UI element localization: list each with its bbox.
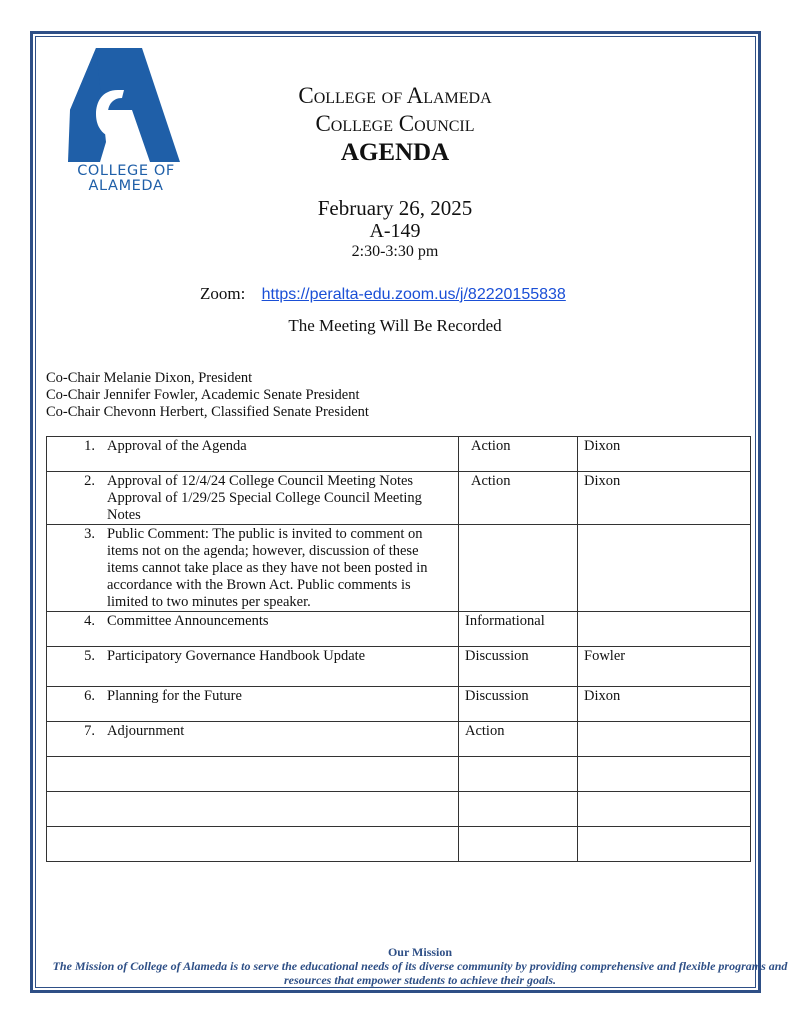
item-lead: Dixon bbox=[578, 472, 751, 525]
title-line1-text: College of Alameda bbox=[298, 83, 492, 108]
meeting-date: February 26, 2025 bbox=[317, 196, 473, 220]
mission-statement: The Mission of College of Alameda is to serve the educational needs of its diverse community by providing comprehensive and flexible programs and resources that empower students to achieve their goals. bbox=[52, 959, 788, 987]
recorded-notice: The Meeting Will Be Recorded bbox=[288, 316, 502, 335]
empty-cell bbox=[459, 757, 578, 792]
item-type bbox=[459, 525, 578, 612]
meeting-details bbox=[200, 196, 590, 262]
agenda-row-5 bbox=[47, 647, 751, 687]
title-block bbox=[200, 82, 590, 168]
item-type: Discussion bbox=[459, 647, 578, 687]
item-text: Committee Announcements bbox=[107, 613, 269, 629]
agenda-item-cell bbox=[47, 525, 459, 612]
empty-cell bbox=[459, 827, 578, 862]
item-number: 2. bbox=[84, 473, 95, 489]
agenda-row-1 bbox=[47, 437, 751, 472]
empty-cell bbox=[47, 827, 459, 862]
agenda-item-cell bbox=[47, 472, 459, 525]
item-text: Approval of 12/4/24 College Council Meeting Notes Approval of 1/29/25 Special College Council Meeting Notes bbox=[107, 473, 422, 523]
item-text: Adjournment bbox=[107, 723, 185, 739]
item-lead: Dixon bbox=[578, 437, 751, 472]
item-text: Planning for the Future bbox=[107, 688, 242, 704]
empty-cell bbox=[47, 757, 459, 792]
meeting-room: A-149 bbox=[369, 220, 421, 242]
empty-cell bbox=[578, 792, 751, 827]
co-chair-3: Co-Chair Chevonn Herbert, Classified Senate President bbox=[46, 404, 369, 420]
agenda-row-6 bbox=[47, 687, 751, 722]
empty-row bbox=[47, 757, 751, 792]
agenda-item-cell bbox=[47, 687, 459, 722]
item-number: 1. bbox=[84, 438, 95, 454]
item-number: 6. bbox=[84, 688, 95, 704]
item-lead bbox=[578, 722, 751, 757]
co-chair-1: Co-Chair Melanie Dixon, President bbox=[46, 370, 253, 386]
college-logo bbox=[66, 46, 186, 194]
item-lead bbox=[578, 612, 751, 647]
college-logo-mark-icon bbox=[66, 46, 186, 164]
empty-cell bbox=[459, 792, 578, 827]
mission-block bbox=[50, 945, 790, 987]
item-type: Action bbox=[459, 472, 578, 525]
zoom-label: Zoom: bbox=[200, 284, 246, 303]
title-line2-text: College Council bbox=[315, 111, 475, 136]
empty-row bbox=[47, 792, 751, 827]
item-text: Participatory Governance Handbook Update bbox=[107, 648, 366, 664]
logo-text-line1: COLLEGE OF bbox=[77, 163, 175, 179]
meeting-time: 2:30-3:30 pm bbox=[351, 243, 439, 260]
item-text: Approval of the Agenda bbox=[107, 438, 247, 454]
agenda-table bbox=[46, 436, 751, 862]
title-line2 bbox=[200, 110, 590, 138]
empty-row bbox=[47, 827, 751, 862]
item-number: 4. bbox=[84, 613, 95, 629]
item-lead: Fowler bbox=[578, 647, 751, 687]
zoom-line bbox=[200, 284, 566, 304]
item-number: 5. bbox=[84, 648, 95, 664]
agenda-row-2 bbox=[47, 472, 751, 525]
logo-text-line2: ALAMEDA bbox=[88, 178, 164, 194]
agenda-item-cell bbox=[47, 722, 459, 757]
item-lead bbox=[578, 525, 751, 612]
co-chair-2: Co-Chair Jennifer Fowler, Academic Senate President bbox=[46, 387, 360, 403]
agenda-row-7 bbox=[47, 722, 751, 757]
item-type: Action bbox=[459, 722, 578, 757]
agenda-item-cell bbox=[47, 437, 459, 472]
item-text: Public Comment: The public is invited to comment on items not on the agenda; however, discussion of these items cannot take place as they have not been posted in accordance with the Brown Act. Public comments is limited to two minutes per speaker. bbox=[107, 526, 428, 610]
agenda-row-4 bbox=[47, 612, 751, 647]
item-lead: Dixon bbox=[578, 687, 751, 722]
empty-cell bbox=[578, 757, 751, 792]
item-number: 7. bbox=[84, 723, 95, 739]
empty-cell bbox=[578, 827, 751, 862]
item-type: Discussion bbox=[459, 687, 578, 722]
agenda-item-cell bbox=[47, 647, 459, 687]
item-type: Informational bbox=[459, 612, 578, 647]
agenda-item-cell bbox=[47, 612, 459, 647]
co-chairs-list bbox=[46, 370, 369, 421]
zoom-link[interactable]: https://peralta-edu.zoom.us/j/82220155838 bbox=[261, 286, 566, 303]
title-line1 bbox=[200, 82, 590, 110]
agenda-row-3 bbox=[47, 525, 751, 612]
item-number: 3. bbox=[84, 526, 95, 542]
mission-heading: Our Mission bbox=[387, 945, 453, 959]
agenda-heading: AGENDA bbox=[340, 139, 450, 166]
empty-cell bbox=[47, 792, 459, 827]
item-type: Action bbox=[459, 437, 578, 472]
